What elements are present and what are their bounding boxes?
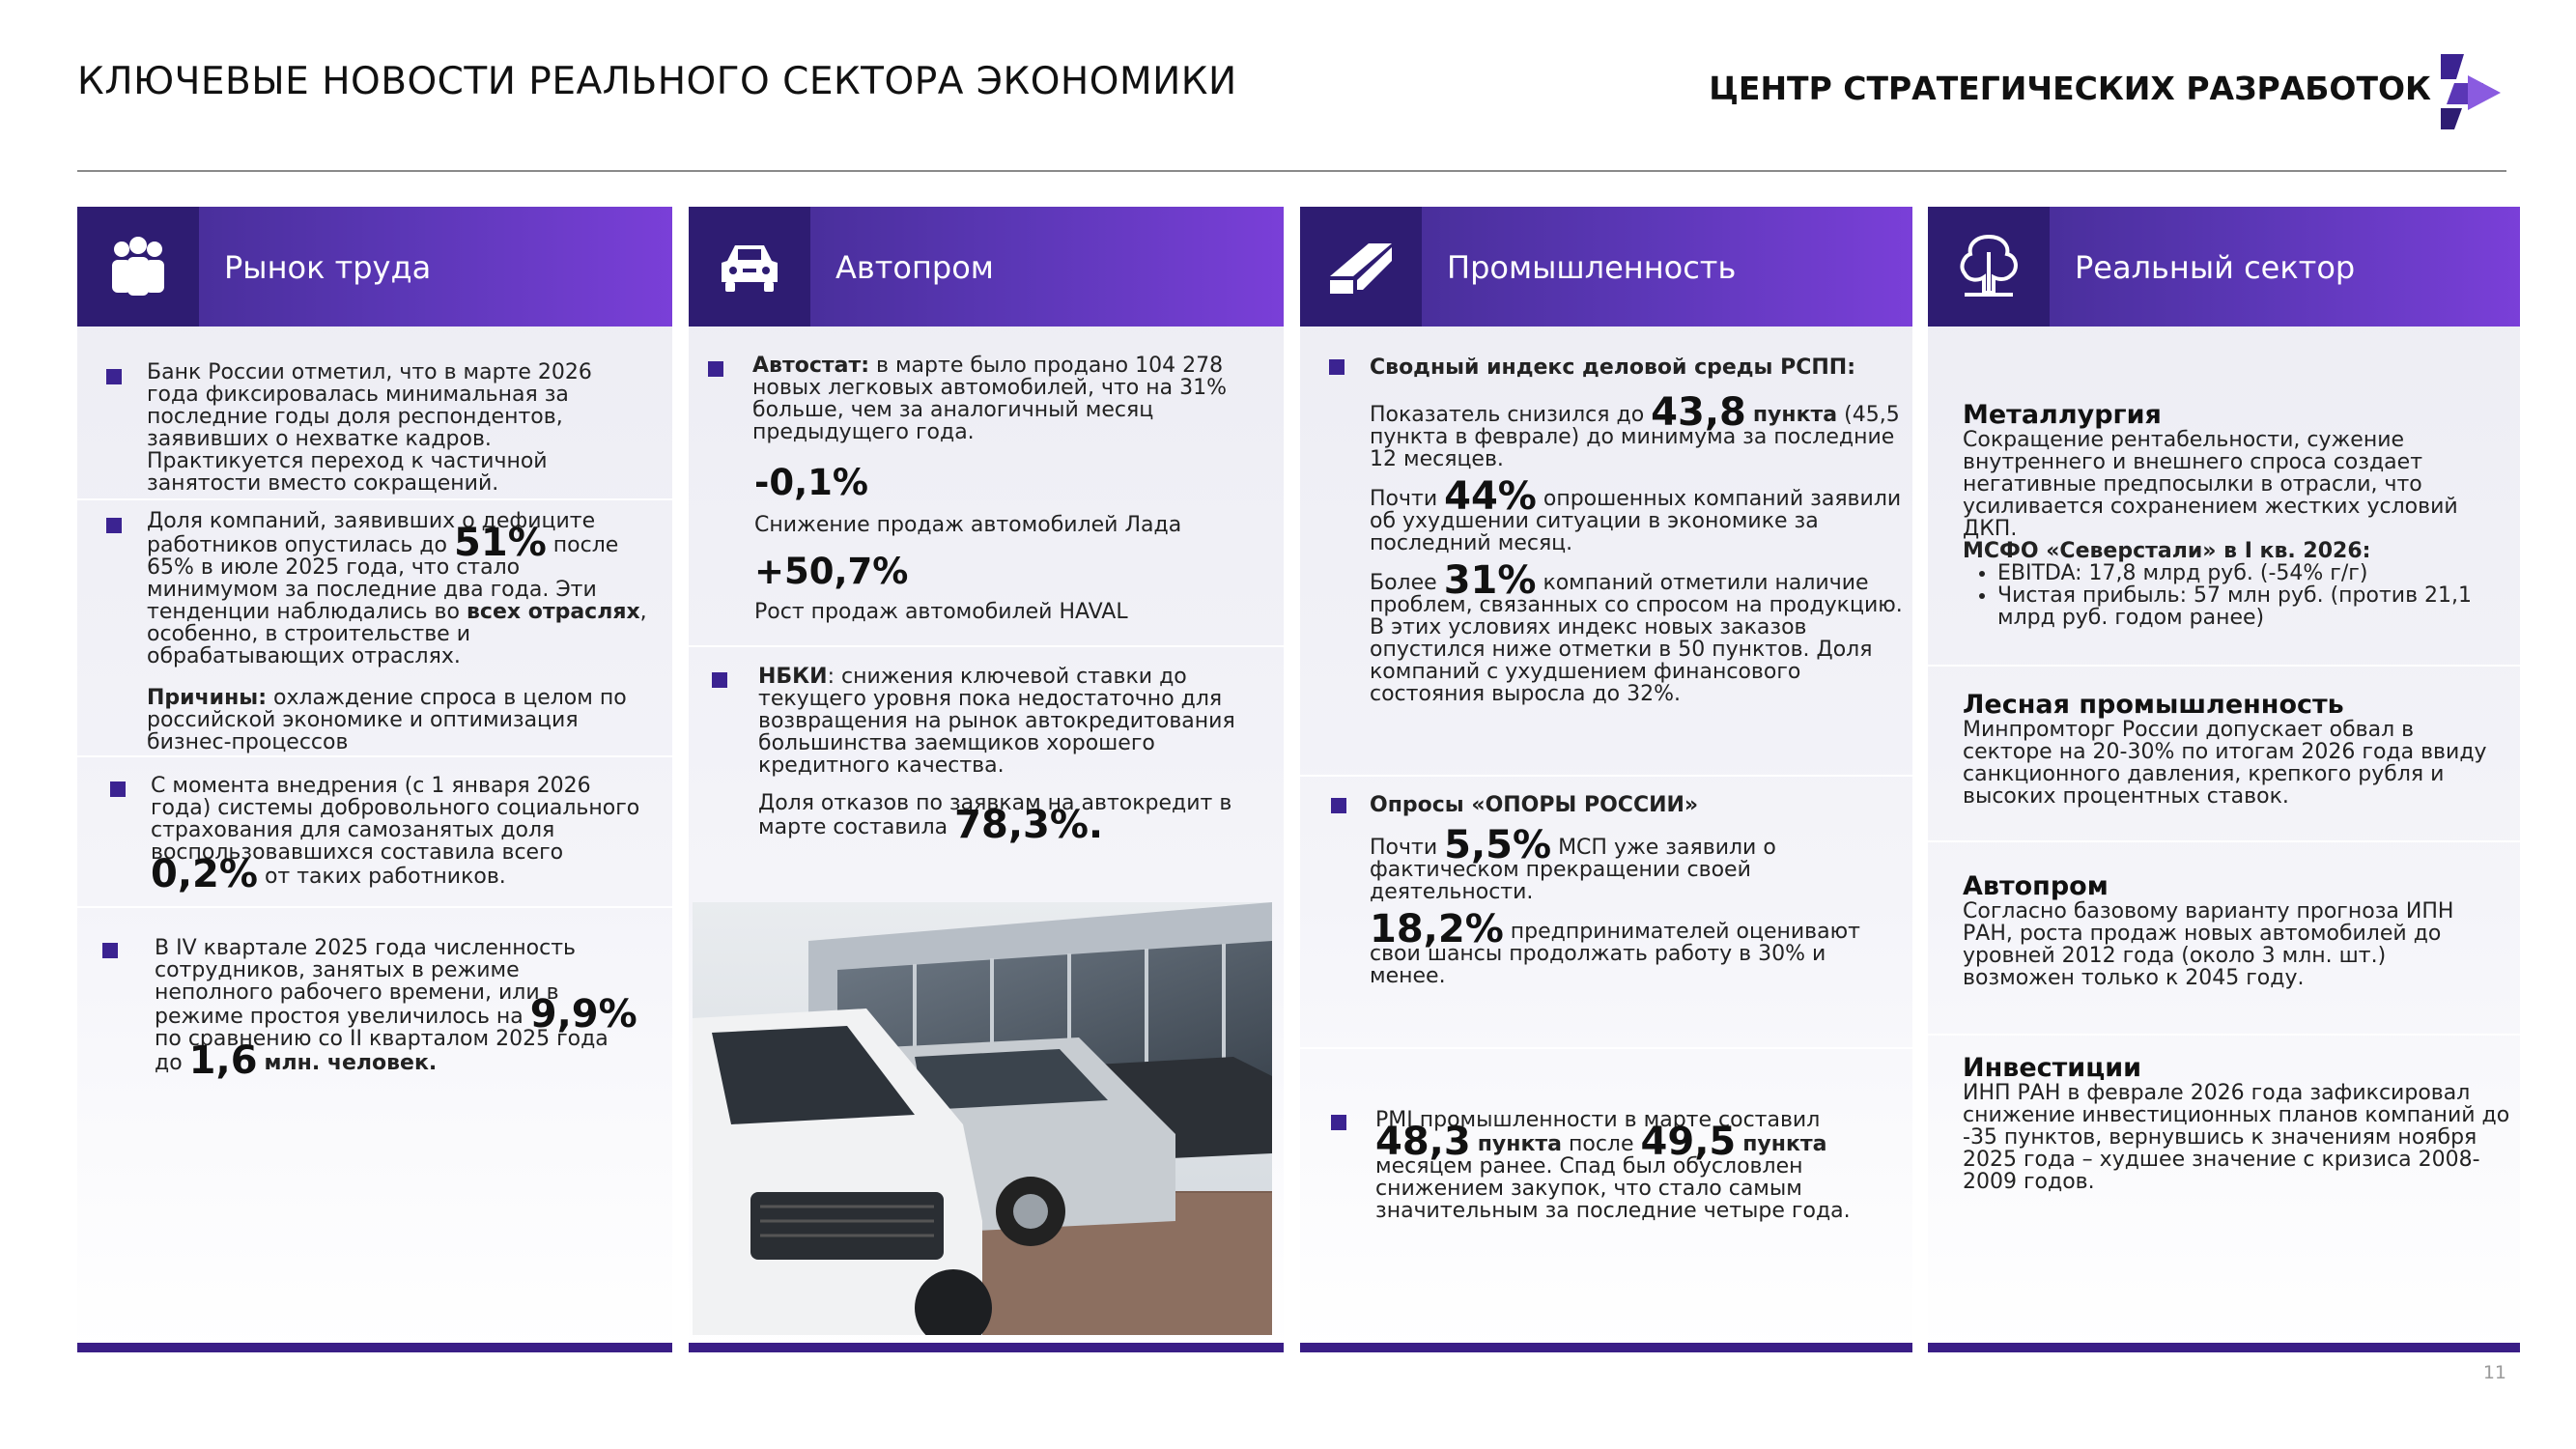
divider bbox=[1928, 665, 2520, 667]
real-sector-column bbox=[1928, 207, 2520, 1352]
metallurgy-title: Металлургия bbox=[1963, 400, 2162, 430]
industry-rspp-text bbox=[1370, 390, 1903, 706]
auto-industry-title: Автопром bbox=[835, 249, 994, 286]
car-dealership-photo bbox=[693, 902, 1272, 1335]
bullet-marker bbox=[1329, 359, 1345, 375]
industry-rspp-title: Сводный индекс деловой среды РСПП: bbox=[1370, 355, 1856, 380]
bullet-marker bbox=[1331, 798, 1346, 813]
labor-paragraph-3: С момента внедрения (с 1 января 2026 года) системы добровольного социального страхования для самозанятых доля воспользовавшихся составила всего 0,2% от таких работников. bbox=[151, 774, 640, 896]
industry-stat-44: 44% bbox=[1444, 474, 1537, 519]
bullet-marker bbox=[1331, 1115, 1346, 1130]
auto-paragraph-2: НБКИ: снижения ключевой ставки до текущего уровня пока недостаточно для возвращения на рынок автокредитования большинства заемщиков хорошего кредитного качества. Доля отказов по заявкам на автокредит в марте составила 78,3%. bbox=[758, 666, 1260, 838]
bullet-marker bbox=[106, 518, 122, 533]
forestry-text: Минпромторг России допускает обвал в секторе на 20-30% по итогам 2026 года ввиду санкционного давления, крепкого рубля и высоких процентных ставок. bbox=[1963, 718, 2487, 809]
column-bottom-bar bbox=[689, 1343, 1284, 1352]
industry-rspp-worsened: Почти 44% опрошенных компаний заявили об ухудшении ситуации в экономике за последний месяц. bbox=[1370, 474, 1902, 555]
auto-forecast-title: Автопром bbox=[1963, 871, 2109, 901]
auto-forecast-text: Согласно базовому варианту прогноза ИПН РАН, роста продаж новых автомобилей до уровней 2012 года (около 3 млн. шт.) возможен только к 2045 году. bbox=[1963, 899, 2454, 990]
labor-market-column bbox=[77, 207, 672, 1352]
divider bbox=[1300, 775, 1912, 777]
labor-stat-9-9: 9,9% bbox=[529, 992, 637, 1037]
real-sector-header bbox=[1928, 207, 2520, 327]
page-number: 11 bbox=[2482, 1362, 2506, 1383]
labor-paragraph-1: Банк России отметил, что в марте 2026 года фиксировалась минимальная за последние годы доля респондентов, заявивших о нехватке кадров. Практикуется переход к частичной занятости вместо сокращений. bbox=[147, 360, 592, 496]
industry-column bbox=[1300, 207, 1912, 1352]
column-bottom-bar bbox=[1928, 1343, 2520, 1352]
industry-rspp-index: Показатель снизился до 43,8 пункта (45,5 пункта в феврале) до минимума за последние 12 месяцев. bbox=[1370, 390, 1900, 471]
labor-paragraph-4: В IV квартале 2025 года численность сотрудников, занятых в режиме неполного рабочего времени, или в режиме простоя увеличилось на 9,9% по сравнению со II кварталом 2025 года до 1,6 млн. человек. bbox=[155, 936, 637, 1083]
investment-text: ИНП РАН в феврале 2026 года зафиксировал снижение инвестиционных планов компаний до -35 пунктов, вернувшись к значениям ноября 2025 года – худшее значение с кризиса 2008-2009 годов. bbox=[1963, 1081, 2510, 1194]
factory-icon bbox=[1300, 207, 1422, 327]
auto-industry-header bbox=[689, 207, 1284, 327]
divider bbox=[77, 498, 672, 500]
brand-logo-icon bbox=[2435, 50, 2506, 131]
labor-market-header bbox=[77, 207, 672, 327]
metallurgy-ifrs-list bbox=[1963, 562, 2513, 629]
industry-stat-5-5: 5,5% bbox=[1444, 823, 1552, 867]
people-group-icon bbox=[77, 207, 199, 327]
labor-stat-0-2: 0,2% bbox=[151, 852, 258, 896]
industry-opora-title: Опросы «ОПОРЫ РОССИИ» bbox=[1370, 793, 1699, 817]
divider bbox=[77, 906, 672, 908]
forestry-title: Лесная промышленность bbox=[1963, 690, 2344, 720]
car-icon bbox=[689, 207, 810, 327]
divider bbox=[1928, 840, 2520, 842]
industry-header bbox=[1300, 207, 1912, 327]
bullet-marker bbox=[712, 672, 727, 688]
industry-pmi-text: PMI промышленности в марте составил 48,3 пункта после 49,5 пункта месяцем ранее. Спад был обусловлен снижением закупок, что стало самым значительным за последние четыре года. bbox=[1375, 1108, 1851, 1223]
labor-market-title: Рынок труда bbox=[224, 249, 432, 286]
divider bbox=[1928, 1034, 2520, 1036]
industry-stat-48-3: 48,3 bbox=[1375, 1120, 1471, 1164]
industry-stat-18-2: 18,2% bbox=[1370, 907, 1504, 952]
labor-paragraph-2: Доля компаний, заявивших о дефиците работников опустилась до 51% после 65% в июле 2025 года, что стало минимумом за последние два года. Эти тенденции наблюдались во всех отраслях, особенно, в строительстве и обрабатывающих отраслях. Причины: охлаждение спроса в целом по российской экономике и оптимизация бизнес-процессов bbox=[147, 510, 649, 753]
divider bbox=[1300, 1047, 1912, 1049]
labor-reasons: Причины: охлаждение спроса в целом по российской экономике и оптимизация бизнес-процессов bbox=[147, 686, 627, 754]
labor-stat-1-6: 1,6 bbox=[188, 1038, 258, 1083]
real-sector-title: Реальный сектор bbox=[2075, 249, 2356, 286]
page-title: КЛЮЧЕВЫЕ НОВОСТИ РЕАЛЬНОГО СЕКТОРА ЭКОНОМИКИ bbox=[77, 60, 1237, 103]
investment-title: Инвестиции bbox=[1963, 1053, 2142, 1083]
auto-stat-2-value: +50,7% bbox=[754, 551, 909, 592]
bullet-marker bbox=[102, 943, 118, 958]
industry-rspp-demand: Более 31% компаний отметили наличие проблем, связанных со спросом на продукцию. В этих условиях индекс новых заказов опустился ниже отметки в 50 пунктов. Доля компаний с ухудшением финансового состояния выросла до 32%. bbox=[1370, 558, 1903, 706]
industry-stat-43-8: 43,8 bbox=[1651, 390, 1746, 435]
industry-title: Промышленность bbox=[1447, 249, 1737, 286]
divider bbox=[77, 755, 672, 757]
bullet-marker bbox=[110, 781, 126, 797]
column-bottom-bar bbox=[1300, 1343, 1912, 1352]
auto-industry-column bbox=[689, 207, 1284, 1352]
tree-icon bbox=[1928, 207, 2050, 327]
auto-stat-78-3: 78,3%. bbox=[954, 803, 1104, 847]
industry-opora-text bbox=[1370, 823, 1882, 988]
auto-stat-1-label: Снижение продаж автомобилей Лада bbox=[754, 513, 1182, 537]
list-item: • EBITDA: 17,8 млрд руб. (-54% г/г) bbox=[1997, 562, 2513, 584]
brand-name: ЦЕНТР СТРАТЕГИЧЕСКИХ РАЗРАБОТОК bbox=[1709, 70, 2431, 107]
list-item: • Чистая прибыль: 57 млн руб. (против 21,1 млрд руб. годом ранее) bbox=[1997, 584, 2513, 629]
auto-paragraph-1: Автостат: в марте было продано 104 278 новых легковых автомобилей, что на 31% больше, чем за аналогичный месяц предыдущего года. bbox=[752, 354, 1227, 444]
metallurgy-text: Сокращение рентабельности, сужение внутреннего и внешнего спроса создает негативные предпосылки в отрасли, что усиливается сохранением жестких условий ДКП. МСФО «Северстали» в I кв. 2026: • EBITDA: 17,8 млрд руб. (-54% г/г) • Чистая прибыль: 57 млн руб. (против 21,1 млрд руб. годом ранее) bbox=[1963, 429, 2513, 629]
auto-stat-2-label: Рост продаж автомобилей HAVAL bbox=[754, 600, 1128, 624]
industry-stat-49-5: 49,5 bbox=[1640, 1120, 1737, 1164]
auto-stat-1-value: -0,1% bbox=[754, 462, 868, 503]
header-divider bbox=[77, 170, 2506, 172]
labor-stat-51: 51% bbox=[454, 521, 547, 565]
metallurgy-ifrs-subtitle: МСФО «Северстали» в I кв. 2026: bbox=[1963, 539, 2371, 563]
industry-stat-31: 31% bbox=[1443, 558, 1537, 603]
column-bottom-bar bbox=[77, 1343, 672, 1352]
auto-credit-rejections: Доля отказов по заявкам на автокредит в марте составила 78,3%. bbox=[758, 791, 1232, 847]
divider bbox=[689, 645, 1284, 647]
industry-opora-closed: Почти 5,5% МСП уже заявили о фактическом прекращении своей деятельности. bbox=[1370, 823, 1776, 904]
industry-opora-chances: 18,2% предпринимателей оценивают свои шансы продолжать работу в 30% и менее. bbox=[1370, 907, 1860, 988]
bullet-marker bbox=[106, 369, 122, 384]
bullet-marker bbox=[708, 361, 723, 377]
